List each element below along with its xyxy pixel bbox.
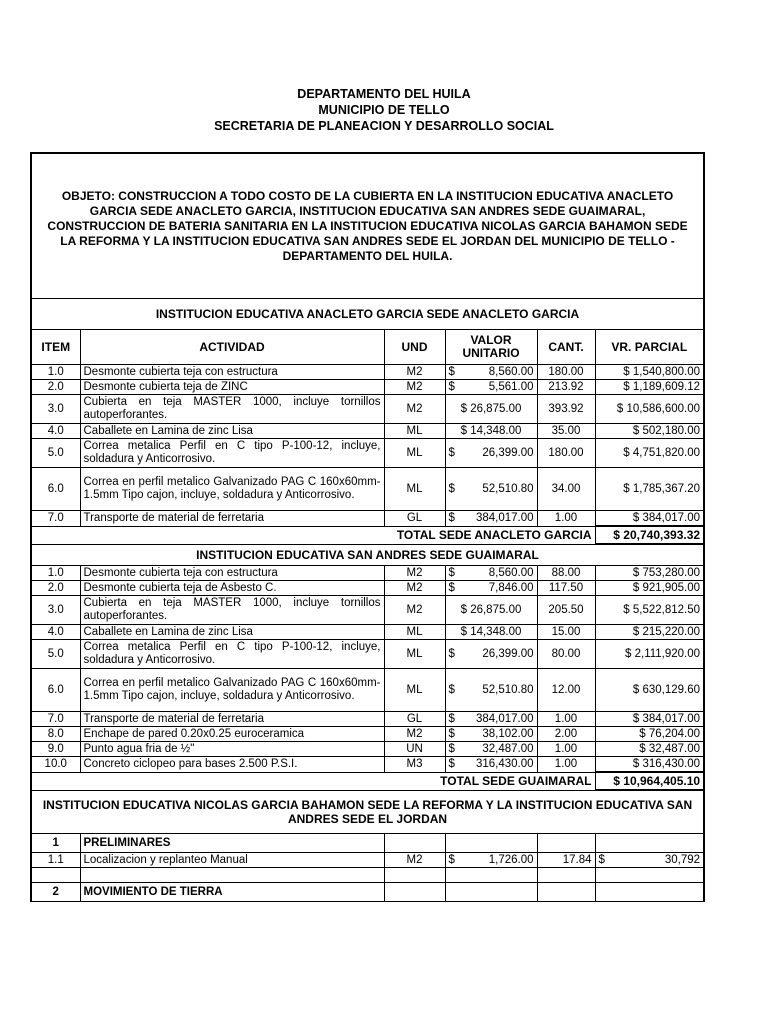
quantity: 17.84 (537, 853, 595, 868)
partial-value: $ 502,180.00 (595, 424, 704, 439)
unit-value: $ 316,430.00 (445, 757, 537, 773)
group-label: PRELIMINARES (80, 834, 384, 853)
group-label: MOVIMIENTO DE TIERRA (80, 883, 384, 902)
table-row (31, 853, 704, 868)
quantity: 213.92 (537, 380, 595, 395)
unit-value: $ 52,510.80 (445, 468, 537, 511)
unit-value: $ 8,560.00 (445, 566, 537, 581)
partial-value: $ 1,540,800.00 (595, 365, 704, 380)
unit-value: $ 7,846.00 (445, 581, 537, 596)
unit-value: $ 14,348.00 (445, 625, 537, 640)
partial-value: $ 32,487.00 (595, 742, 704, 757)
table-row (31, 424, 704, 439)
group-row-movimiento (31, 883, 704, 902)
col-item: ITEM (31, 330, 80, 365)
item-number: 2.0 (31, 581, 80, 596)
unit: ML (384, 625, 445, 640)
item-number: 9.0 (31, 742, 80, 757)
section-title-anacleto: INSTITUCION EDUCATIVA ANACLETO GARCIA SEDE ANACLETO GARCIA (31, 299, 704, 330)
unit: M2 (384, 395, 445, 424)
empty-row (31, 868, 704, 883)
column-header-row (31, 330, 704, 365)
unit: ML (384, 640, 445, 669)
unit: UN (384, 742, 445, 757)
objeto-text: OBJETO: CONSTRUCCION A TODO COSTO DE LA CUBIERTA EN LA INSTITUCION EDUCATIVA ANACLETO GARCIA SEDE ANACLETO GARCIA, INSTITUCION EDUCATIVA SAN ANDRES SEDE GUAIMARAL, CONSTRUCCION DE BATERIA SANITARIA EN LA INSTITUCION EDUCATIVA NICOLAS GARCIA BAHAMON SEDE LA REFORMA Y LA INSTITUCION EDUCATIVA SAN ANDRES SEDE EL JORDAN DEL MUNICIPIO DE TELLO - DEPARTAMENTO DEL HUILA. (31, 153, 704, 299)
col-und: UND (384, 330, 445, 365)
item-number: 2.0 (31, 380, 80, 395)
table-row (31, 757, 704, 773)
item-number: 1.0 (31, 365, 80, 380)
partial-value: $ 10,586,600.00 (595, 395, 704, 424)
table-row (31, 581, 704, 596)
partial-value: $ 1,189,609.12 (595, 380, 704, 395)
total-row-anacleto (31, 526, 704, 544)
activity: Caballete en Lamina de zinc Lisa (80, 424, 384, 439)
unit-value: $ 26,875.00 (445, 596, 537, 625)
group-row-preliminares (31, 834, 704, 853)
quantity: 180.00 (537, 365, 595, 380)
item-number: 10.0 (31, 757, 80, 773)
activity: Desmonte cubierta teja de Asbesto C. (80, 581, 384, 596)
col-actividad: ACTIVIDAD (80, 330, 384, 365)
item-number: 7.0 (31, 712, 80, 727)
col-valor-unitario: VALOR UNITARIO (445, 330, 537, 365)
unit: GL (384, 511, 445, 527)
activity: Correa en perfil metalico Galvanizado PAG C 160x60mm-1.5mm Tipo cajon, incluye, soldadura y Anticorrosivo. (80, 468, 384, 511)
quantity: 80.00 (537, 640, 595, 669)
total-value: $ 10,964,405.10 (595, 772, 704, 790)
header-municipality: MUNICIPIO DE TELLO (318, 103, 450, 117)
activity: Concreto ciclopeo para bases 2.500 P.S.I. (80, 757, 384, 773)
table-row (31, 380, 704, 395)
unit-value: $ 26,399.00 (445, 439, 537, 468)
partial-value: $ 1,785,367.20 (595, 468, 704, 511)
quantity: 88.00 (537, 566, 595, 581)
quantity: 1.00 (537, 511, 595, 527)
quantity: 35.00 (537, 424, 595, 439)
table-row (31, 468, 704, 511)
activity: Desmonte cubierta teja con estructura (80, 566, 384, 581)
activity: Punto agua fria de ½" (80, 742, 384, 757)
table-row (31, 625, 704, 640)
unit-value: $ 38,102.00 (445, 727, 537, 742)
unit-value: $ 384,017.00 (445, 511, 537, 527)
total-label: TOTAL SEDE ANACLETO GARCIA (31, 526, 595, 544)
partial-value: $ 384,017.00 (595, 511, 704, 527)
unit-value: $ 32,487.00 (445, 742, 537, 757)
partial-value: $ 2,111,920.00 (595, 640, 704, 669)
item-number: 8.0 (31, 727, 80, 742)
activity: Localizacion y replanteo Manual (80, 853, 384, 868)
section-title-reforma-jordan: INSTITUCION EDUCATIVA NICOLAS GARCIA BAHAMON SEDE LA REFORMA Y LA INSTITUCION EDUCATIVA SAN ANDRES SEDE EL JORDAN (31, 790, 704, 834)
partial-value: $ 4,751,820.00 (595, 439, 704, 468)
item-number: 6.0 (31, 468, 80, 511)
group-number: 2 (31, 883, 80, 902)
unit: ML (384, 468, 445, 511)
table-row (31, 727, 704, 742)
unit-value: $ 384,017.00 (445, 712, 537, 727)
quantity: 180.00 (537, 439, 595, 468)
item-number: 4.0 (31, 625, 80, 640)
partial-value: $ 316,430.00 (595, 757, 704, 773)
unit-value: $ 5,561.00 (445, 380, 537, 395)
partial-value: $ 753,280.00 (595, 566, 704, 581)
activity: Correa metalica Perfil en C tipo P-100-12, incluye, soldadura y Anticorrosivo. (80, 439, 384, 468)
table-row (31, 712, 704, 727)
table-row (31, 566, 704, 581)
header-department: DEPARTAMENTO DEL HUILA (297, 87, 471, 101)
unit: GL (384, 712, 445, 727)
quantity: 205.50 (537, 596, 595, 625)
unit: ML (384, 439, 445, 468)
item-number: 1.1 (31, 853, 80, 868)
activity: Cubierta en teja MASTER 1000, incluye tornillos autoperforantes. (80, 596, 384, 625)
activity: Correa en perfil metalico Galvanizado PAG C 160x60mm-1.5mm Tipo cajon, incluye, soldadura y Anticorrosivo. (80, 669, 384, 712)
quantity: 1.00 (537, 712, 595, 727)
activity: Desmonte cubierta teja con estructura (80, 365, 384, 380)
item-number: 5.0 (31, 640, 80, 669)
header-secretariat: SECRETARIA DE PLANEACION Y DESARROLLO SOCIAL (214, 119, 554, 133)
total-label: TOTAL SEDE GUAIMARAL (31, 772, 595, 790)
col-vr-parcial: VR. PARCIAL (595, 330, 704, 365)
quantity: 15.00 (537, 625, 595, 640)
document-header (0, 86, 768, 134)
quantity: 34.00 (537, 468, 595, 511)
activity: Correa metalica Perfil en C tipo P-100-12, incluye, soldadura y Anticorrosivo. (80, 640, 384, 669)
quantity: 1.00 (537, 757, 595, 773)
activity: Caballete en Lamina de zinc Lisa (80, 625, 384, 640)
unit: M3 (384, 757, 445, 773)
activity: Transporte de material de ferretaria (80, 712, 384, 727)
unit: M2 (384, 365, 445, 380)
unit-value: $ 1,726.00 (445, 853, 537, 868)
quantity: 393.92 (537, 395, 595, 424)
budget-table (30, 152, 705, 902)
unit: M2 (384, 596, 445, 625)
table-row (31, 439, 704, 468)
table-row (31, 511, 704, 527)
partial-value: $ 76,204.00 (595, 727, 704, 742)
item-number: 4.0 (31, 424, 80, 439)
item-number: 7.0 (31, 511, 80, 527)
item-number: 3.0 (31, 596, 80, 625)
table-row (31, 669, 704, 712)
activity: Desmonte cubierta teja de ZINC (80, 380, 384, 395)
quantity: 117.50 (537, 581, 595, 596)
partial-value: $ 30,792 (595, 853, 704, 868)
unit: M2 (384, 380, 445, 395)
unit: M2 (384, 581, 445, 596)
total-value: $ 20,740,393.32 (595, 526, 704, 544)
quantity: 2.00 (537, 727, 595, 742)
item-number: 3.0 (31, 395, 80, 424)
partial-value: $ 921,905.00 (595, 581, 704, 596)
quantity: 12.00 (537, 669, 595, 712)
partial-value: $ 215,220.00 (595, 625, 704, 640)
activity: Cubierta en teja MASTER 1000, incluye tornillos autoperforantes. (80, 395, 384, 424)
item-number: 6.0 (31, 669, 80, 712)
unit-value: $ 52,510.80 (445, 669, 537, 712)
table-row (31, 365, 704, 380)
item-number: 5.0 (31, 439, 80, 468)
table-row (31, 640, 704, 669)
activity: Transporte de material de ferretaria (80, 511, 384, 527)
unit: ML (384, 669, 445, 712)
unit: M2 (384, 727, 445, 742)
col-cant: CANT. (537, 330, 595, 365)
unit-value: $ 26,875.00 (445, 395, 537, 424)
table-row (31, 395, 704, 424)
quantity: 1.00 (537, 742, 595, 757)
activity: Enchape de pared 0.20x0.25 euroceramica (80, 727, 384, 742)
group-number: 1 (31, 834, 80, 853)
unit: M2 (384, 853, 445, 868)
unit: ML (384, 424, 445, 439)
table-row (31, 596, 704, 625)
section-title-guaimaral: INSTITUCION EDUCATIVA SAN ANDRES SEDE GUAIMARAL (31, 544, 704, 566)
table-row (31, 742, 704, 757)
unit-value: $ 26,399.00 (445, 640, 537, 669)
item-number: 1.0 (31, 566, 80, 581)
partial-value: $ 5,522,812.50 (595, 596, 704, 625)
partial-value: $ 384,017.00 (595, 712, 704, 727)
unit-value: $ 8,560.00 (445, 365, 537, 380)
partial-value: $ 630,129.60 (595, 669, 704, 712)
unit: M2 (384, 566, 445, 581)
total-row-guaimaral (31, 772, 704, 790)
unit-value: $ 14,348.00 (445, 424, 537, 439)
